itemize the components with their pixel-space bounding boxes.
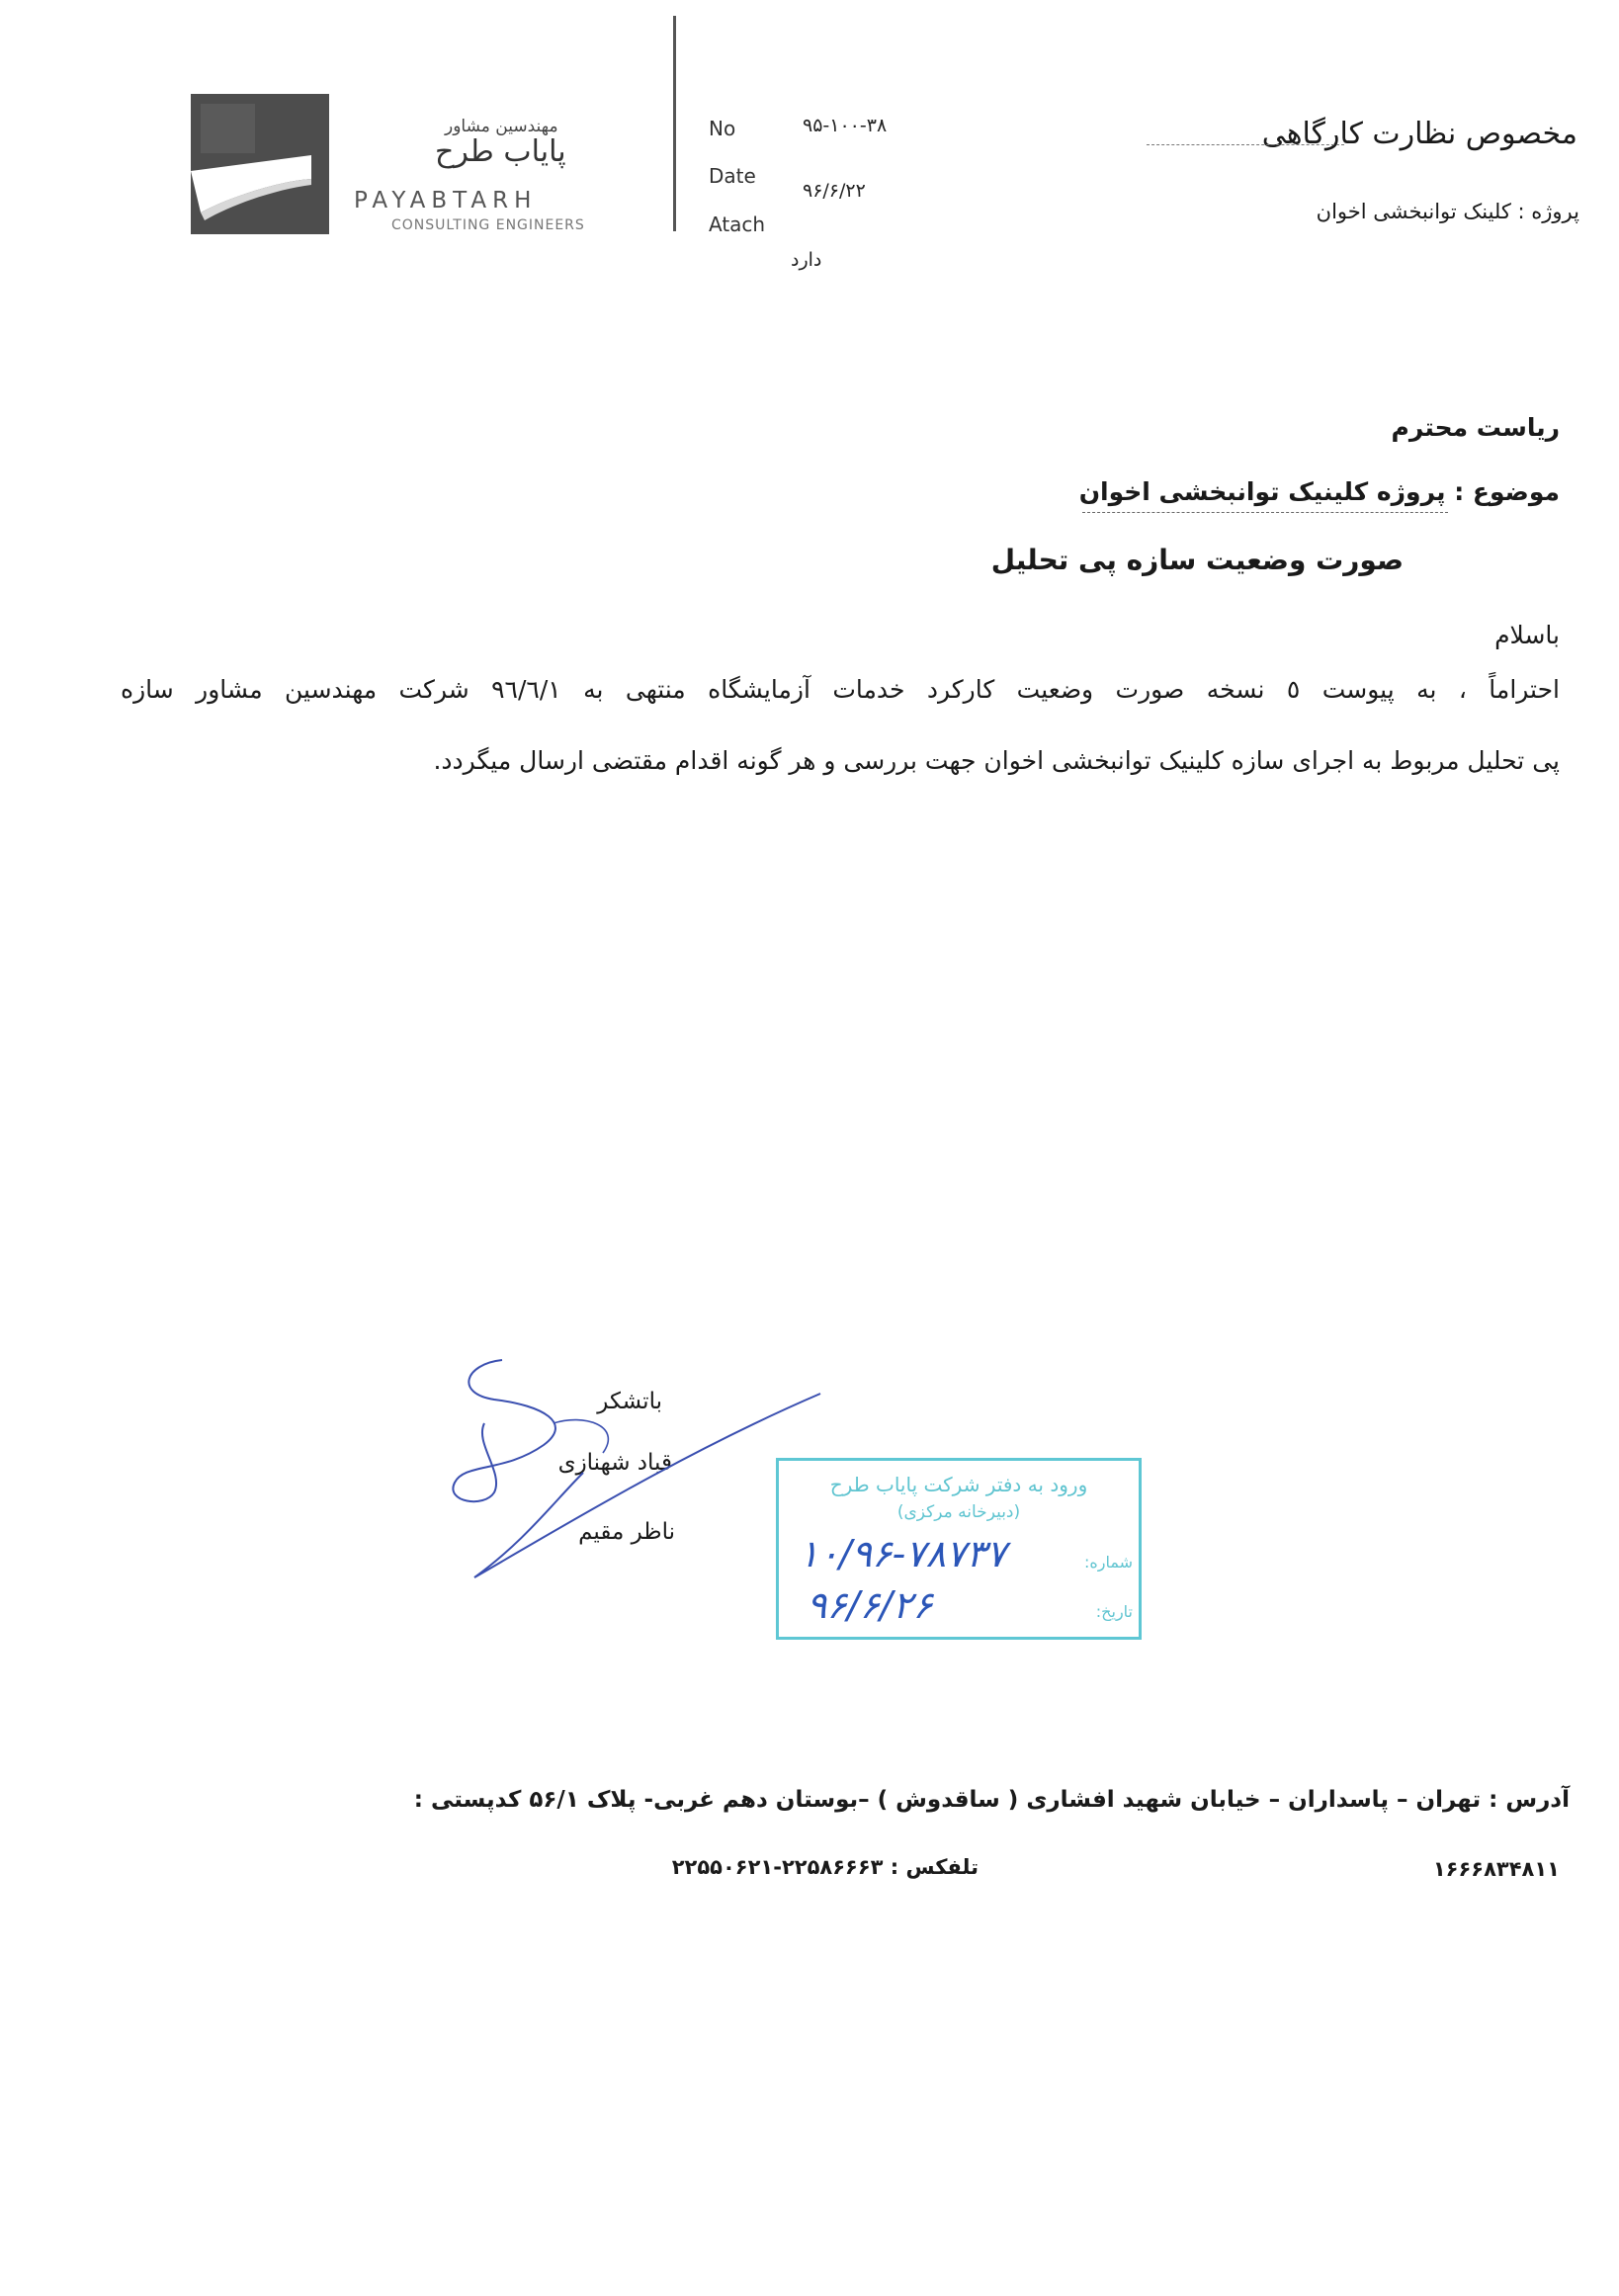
body-paragraph-line-2: پی تحلیل مربوط به اجرای سازه کلینیک توانبخشی اخوان جهت بررسی و هر گونه اقدام مقتضی ارسال میگردد.	[433, 746, 1560, 775]
greeting: باسلام	[1494, 621, 1560, 649]
footer-telefax: تلفکس : ۲۲۵۸۶۶۶۳-۲۲۵۵۰۶۲۱	[671, 1855, 979, 1879]
no-value: ۹۵-۱۰۰-۳۸	[803, 115, 888, 136]
project-line: پروژه : کلینک توانبخشی اخوان	[1316, 200, 1579, 223]
stamp-date-label: تاریخ:	[1095, 1602, 1133, 1621]
signature-name: قباد شهنازی	[557, 1450, 672, 1476]
stamp-date-value: ۹۶/۶/۲۶	[807, 1583, 933, 1627]
firm-subtitle-en: CONSULTING ENGINEERS	[391, 217, 585, 233]
attach-label: Atach	[709, 213, 766, 236]
signature-thanks: باتشکر	[597, 1389, 662, 1414]
top-right-title: مخصوص نظارت کارگاهی	[1261, 117, 1577, 151]
body-paragraph-line-1: احتراماً ، به پیوست ٥ نسخه صورت وضعیت کارکرد خدمات آزمایشگاه منتهی به ٩٦/٦/١ شرکت مهندسین مشاور سازه	[121, 675, 1561, 704]
footer-postal-code: ۱۶۶۶۸۳۴۸۱۱	[1432, 1857, 1560, 1881]
top-right-underline	[1147, 144, 1344, 145]
firm-name-en: PAYABTARH	[354, 188, 538, 213]
firm-name-fa: پایاب طرح	[435, 134, 566, 169]
stamp-subheader: (دبیرخانه مرکزی)	[896, 1502, 1021, 1522]
firm-subtitle-fa: مهندسین مشاور	[445, 117, 558, 136]
header-divider	[673, 16, 676, 231]
logo-mark	[191, 94, 329, 234]
attach-value: دارد	[791, 249, 822, 271]
stamp-number-label: شماره:	[1083, 1553, 1133, 1572]
document-heading: صورت وضعیت سازه پی تحلیل	[990, 544, 1404, 576]
stamp-number-value: ۱۰/۹۶-۷۸۷۳۷	[799, 1532, 1007, 1575]
date-value: ۹۶/۶/۲۲	[803, 180, 866, 202]
subject-underline	[1082, 512, 1448, 513]
registry-stamp	[776, 1458, 1142, 1640]
subject-line: موضوع : پروژه کلینیک توانبخشی اخوان	[1078, 477, 1560, 506]
logo-swoosh-icon	[191, 94, 329, 234]
no-label: No	[709, 117, 736, 140]
stamp-header: ورود به دفتر شرکت پایاب طرح	[829, 1473, 1088, 1496]
signature-title: ناظر مقیم	[578, 1519, 675, 1545]
date-label: Date	[709, 164, 756, 188]
salutation: ریاست محترم	[1391, 413, 1560, 442]
footer-address: آدرس : تهران – پاسداران – خیابان شهید افشاری ( ساقدوش ) –بوستان دهم غربی- پلاک ۵۶/۱ کدپستی :	[413, 1787, 1570, 1813]
